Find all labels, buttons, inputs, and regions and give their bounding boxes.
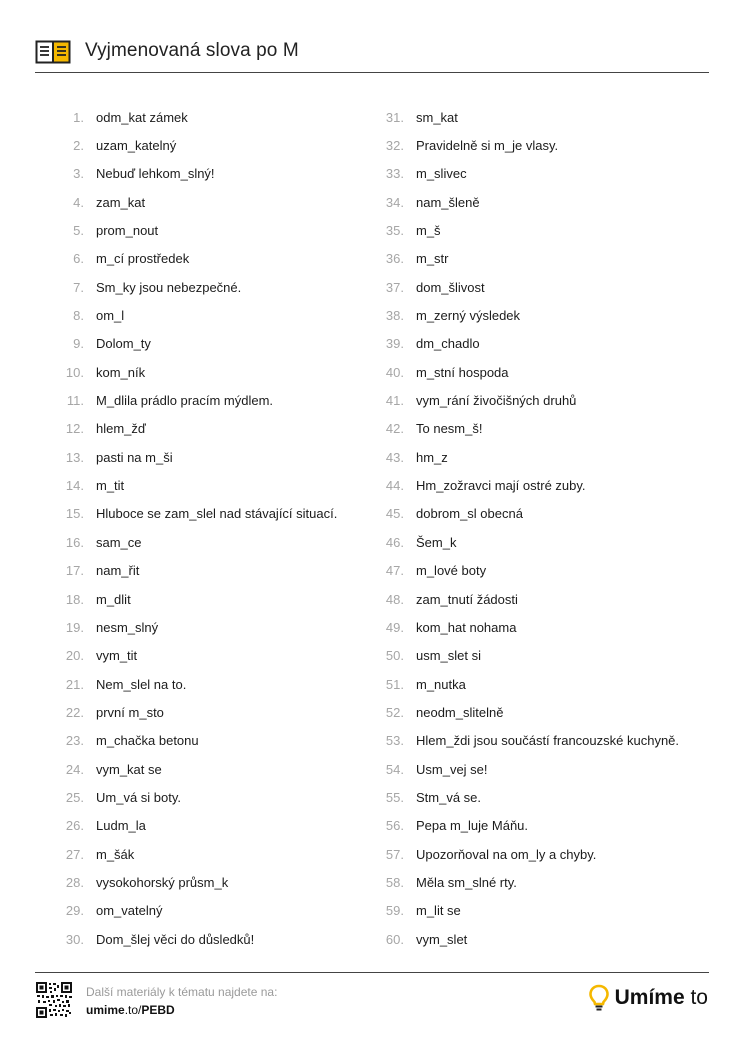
item-text: m_stní hospoda — [416, 364, 509, 380]
item-number: 58. — [385, 874, 404, 890]
list-item — [380, 755, 679, 783]
footer-link-domain: umime — [86, 1003, 125, 1017]
list-item — [380, 330, 679, 358]
item-number: 20. — [65, 648, 84, 664]
item-number: 29. — [65, 903, 84, 919]
item-text: Um_vá si boty. — [96, 789, 182, 805]
item-text: Nebuď lehkom_slný! — [96, 166, 215, 182]
list-item — [380, 868, 679, 896]
item-number: 55. — [385, 789, 404, 805]
item-text: Stm_vá se. — [416, 789, 482, 805]
item-text: usm_slet si — [416, 648, 482, 664]
page-header — [35, 36, 709, 73]
item-number: 43. — [385, 449, 404, 465]
list-item — [380, 557, 679, 585]
list-item — [380, 585, 679, 613]
item-text: Pepa m_luje Máňu. — [416, 818, 529, 834]
item-number: 17. — [65, 563, 84, 579]
item-number: 13. — [65, 449, 84, 465]
item-number: 16. — [65, 534, 84, 550]
item-text: m_dlit — [96, 591, 131, 607]
brand-name — [615, 986, 708, 1010]
list-item — [60, 358, 337, 386]
item-text: nam_řit — [96, 563, 140, 579]
item-text: M_dlila prádlo pracím mýdlem. — [96, 393, 274, 409]
item-text: m_lit se — [416, 903, 461, 919]
item-text: m_šák — [96, 846, 135, 862]
item-number: 33. — [385, 166, 404, 182]
item-number: 49. — [385, 619, 404, 635]
exercise-list-left — [60, 103, 337, 953]
item-text: Sm_ky jsou nebezpečné. — [96, 279, 242, 295]
item-text: sam_ce — [96, 534, 142, 550]
item-number: 2. — [73, 138, 84, 154]
item-number: 26. — [65, 818, 84, 834]
brand-name-bold: Umíme — [614, 986, 685, 1009]
item-number: 9. — [73, 336, 84, 352]
exercise-list-right — [380, 103, 679, 953]
list-item — [380, 358, 679, 386]
list-item — [60, 273, 337, 301]
list-item — [60, 471, 337, 499]
item-text: odm_kat zámek — [96, 109, 188, 125]
list-item — [60, 443, 337, 471]
item-number: 53. — [385, 733, 404, 749]
qr-code-icon — [36, 982, 72, 1018]
item-number: 41. — [385, 393, 404, 409]
item-number: 36. — [385, 251, 404, 267]
item-number: 27. — [65, 846, 84, 862]
item-text: m_chačka betonu — [96, 733, 199, 749]
item-text: zam_tnutí žádosti — [416, 591, 518, 607]
list-item — [380, 273, 679, 301]
item-number: 8. — [73, 308, 84, 324]
item-number: 15. — [65, 506, 84, 522]
list-item — [60, 812, 337, 840]
footer-link-tld: .to/ — [124, 1003, 142, 1017]
item-number: 34. — [385, 194, 404, 210]
item-text: Měla sm_slné rty. — [416, 874, 517, 890]
item-number: 12. — [65, 421, 84, 437]
item-text: m_tit — [96, 478, 125, 494]
list-item — [60, 103, 337, 131]
item-text: Šem_k — [416, 534, 457, 550]
list-item — [380, 642, 679, 670]
list-item — [60, 840, 337, 868]
item-number: 60. — [385, 931, 404, 947]
item-text: hlem_žď — [96, 421, 146, 437]
list-item — [380, 727, 679, 755]
footer-note-text: Další materiály k tématu najdete na: — [86, 985, 278, 999]
item-number: 52. — [385, 704, 404, 720]
list-item — [60, 386, 337, 414]
list-item — [60, 557, 337, 585]
list-item — [60, 216, 337, 244]
item-text: Usm_vej se! — [416, 761, 488, 777]
item-number: 38. — [385, 308, 404, 324]
list-item — [380, 670, 679, 698]
footer-link[interactable] — [86, 1001, 277, 1019]
list-item — [380, 471, 679, 499]
item-text: zam_kat — [96, 194, 146, 210]
list-item — [60, 868, 337, 896]
item-number: 57. — [385, 846, 404, 862]
item-number: 19. — [65, 619, 84, 635]
item-text: prom_nout — [96, 223, 159, 239]
item-text: m_slivec — [416, 166, 467, 182]
item-text: nam_šleně — [416, 194, 480, 210]
item-text: vym_kat se — [96, 761, 162, 777]
item-number: 31. — [385, 109, 404, 125]
item-text: kom_hat nohama — [416, 619, 517, 635]
item-text: m_lové boty — [416, 563, 487, 579]
item-number: 59. — [385, 903, 404, 919]
list-item — [60, 670, 337, 698]
list-item — [60, 131, 337, 159]
list-item — [60, 528, 337, 556]
list-item — [380, 386, 679, 414]
item-text: m_str — [416, 251, 449, 267]
item-number: 21. — [65, 676, 84, 692]
item-number: 30. — [65, 931, 84, 947]
list-item — [380, 613, 679, 641]
list-item — [380, 245, 679, 273]
item-number: 51. — [385, 676, 404, 692]
item-text: vym_slet — [416, 931, 468, 947]
item-number: 22. — [65, 704, 84, 720]
item-number: 45. — [385, 506, 404, 522]
item-text: om_l — [96, 308, 125, 324]
footer-link-code: PEBD — [141, 1003, 175, 1017]
list-item — [60, 585, 337, 613]
list-item — [380, 103, 679, 131]
list-item — [380, 897, 679, 925]
item-number: 32. — [385, 138, 404, 154]
list-item — [60, 642, 337, 670]
item-text: nesm_slný — [96, 619, 159, 635]
list-item — [380, 301, 679, 329]
list-item — [60, 188, 337, 216]
list-item — [380, 415, 679, 443]
item-number: 35. — [385, 223, 404, 239]
item-text: dm_chadlo — [416, 336, 480, 352]
list-item — [60, 613, 337, 641]
item-text: Upozorňoval na om_ly a chyby. — [416, 846, 597, 862]
item-text: m_zerný výsledek — [416, 308, 521, 324]
item-text: dobrom_sl obecná — [416, 506, 523, 522]
item-text: Ludm_la — [96, 818, 146, 834]
item-text: Hm_zožravci mají ostré zuby. — [416, 478, 586, 494]
item-text: uzam_katelný — [96, 138, 177, 154]
list-item — [60, 897, 337, 925]
list-item — [380, 698, 679, 726]
item-number: 47. — [385, 563, 404, 579]
item-text: pasti na m_ši — [96, 449, 173, 465]
item-number: 56. — [385, 818, 404, 834]
item-text: m_š — [416, 223, 441, 239]
item-number: 44. — [385, 478, 404, 494]
item-number: 46. — [385, 534, 404, 550]
list-item — [60, 783, 337, 811]
item-number: 3. — [73, 166, 84, 182]
item-text: vym_tit — [96, 648, 138, 664]
brand-logo — [589, 984, 708, 1012]
list-item — [380, 783, 679, 811]
item-text: m_nutka — [416, 676, 466, 692]
item-number: 11. — [66, 393, 84, 409]
list-item — [380, 925, 679, 953]
item-text: vym_rání živočišných druhů — [416, 393, 577, 409]
list-item — [380, 812, 679, 840]
list-item — [380, 160, 679, 188]
list-item — [60, 925, 337, 953]
item-text: Dom_šlej věci do důsledků! — [96, 931, 255, 947]
item-number: 18. — [65, 591, 84, 607]
list-item — [380, 840, 679, 868]
item-number: 50. — [385, 648, 404, 664]
lightbulb-icon — [589, 984, 609, 1012]
item-number: 1. — [73, 109, 84, 125]
item-text: kom_ník — [96, 364, 146, 380]
item-text: Hlem_ždi jsou součástí francouzské kuchyně. — [416, 733, 680, 749]
brand-name-light: to — [684, 986, 708, 1009]
list-item — [60, 500, 337, 528]
item-number: 7. — [73, 279, 84, 295]
book-icon — [35, 40, 71, 64]
list-item — [60, 160, 337, 188]
item-number: 54. — [385, 761, 404, 777]
list-item — [380, 528, 679, 556]
item-number: 40. — [385, 364, 404, 380]
item-number: 14. — [65, 478, 84, 494]
item-number: 37. — [385, 279, 404, 295]
list-item — [380, 443, 679, 471]
item-text: hm_z — [416, 449, 448, 465]
item-number: 25. — [65, 789, 84, 805]
item-number: 24. — [65, 761, 84, 777]
item-text: první m_sto — [96, 704, 164, 720]
list-item — [60, 755, 337, 783]
item-text: Pravidelně si m_je vlasy. — [416, 138, 559, 154]
item-number: 10. — [65, 364, 84, 380]
item-number: 4. — [73, 194, 84, 210]
item-number: 5. — [73, 223, 84, 239]
page-title: Vyjmenovaná slova po M — [85, 40, 299, 61]
list-item — [60, 415, 337, 443]
list-item — [60, 330, 337, 358]
item-number: 23. — [65, 733, 84, 749]
item-number: 42. — [385, 421, 404, 437]
list-item — [60, 301, 337, 329]
item-text: neodm_slitelně — [416, 704, 504, 720]
list-item — [60, 245, 337, 273]
item-text: m_cí prostředek — [96, 251, 190, 267]
list-item — [380, 188, 679, 216]
item-number: 28. — [65, 874, 84, 890]
item-text: dom_šlivost — [416, 279, 485, 295]
item-number: 39. — [385, 336, 404, 352]
list-item — [60, 727, 337, 755]
list-item — [380, 131, 679, 159]
list-item — [380, 216, 679, 244]
item-text: To nesm_š! — [416, 421, 483, 437]
item-text: vysokohorský průsm_k — [96, 874, 229, 890]
list-item — [380, 500, 679, 528]
item-text: om_vatelný — [96, 903, 163, 919]
footer-note — [86, 983, 277, 1019]
item-text: Hluboce se zam_slel nad stávající situací. — [96, 506, 338, 522]
item-text: Dolom_ty — [96, 336, 151, 352]
item-number: 48. — [385, 591, 404, 607]
item-text: sm_kat — [416, 109, 458, 125]
item-number: 6. — [73, 251, 84, 267]
item-text: Nem_slel na to. — [96, 676, 187, 692]
footer-divider — [35, 972, 709, 973]
list-item — [60, 698, 337, 726]
